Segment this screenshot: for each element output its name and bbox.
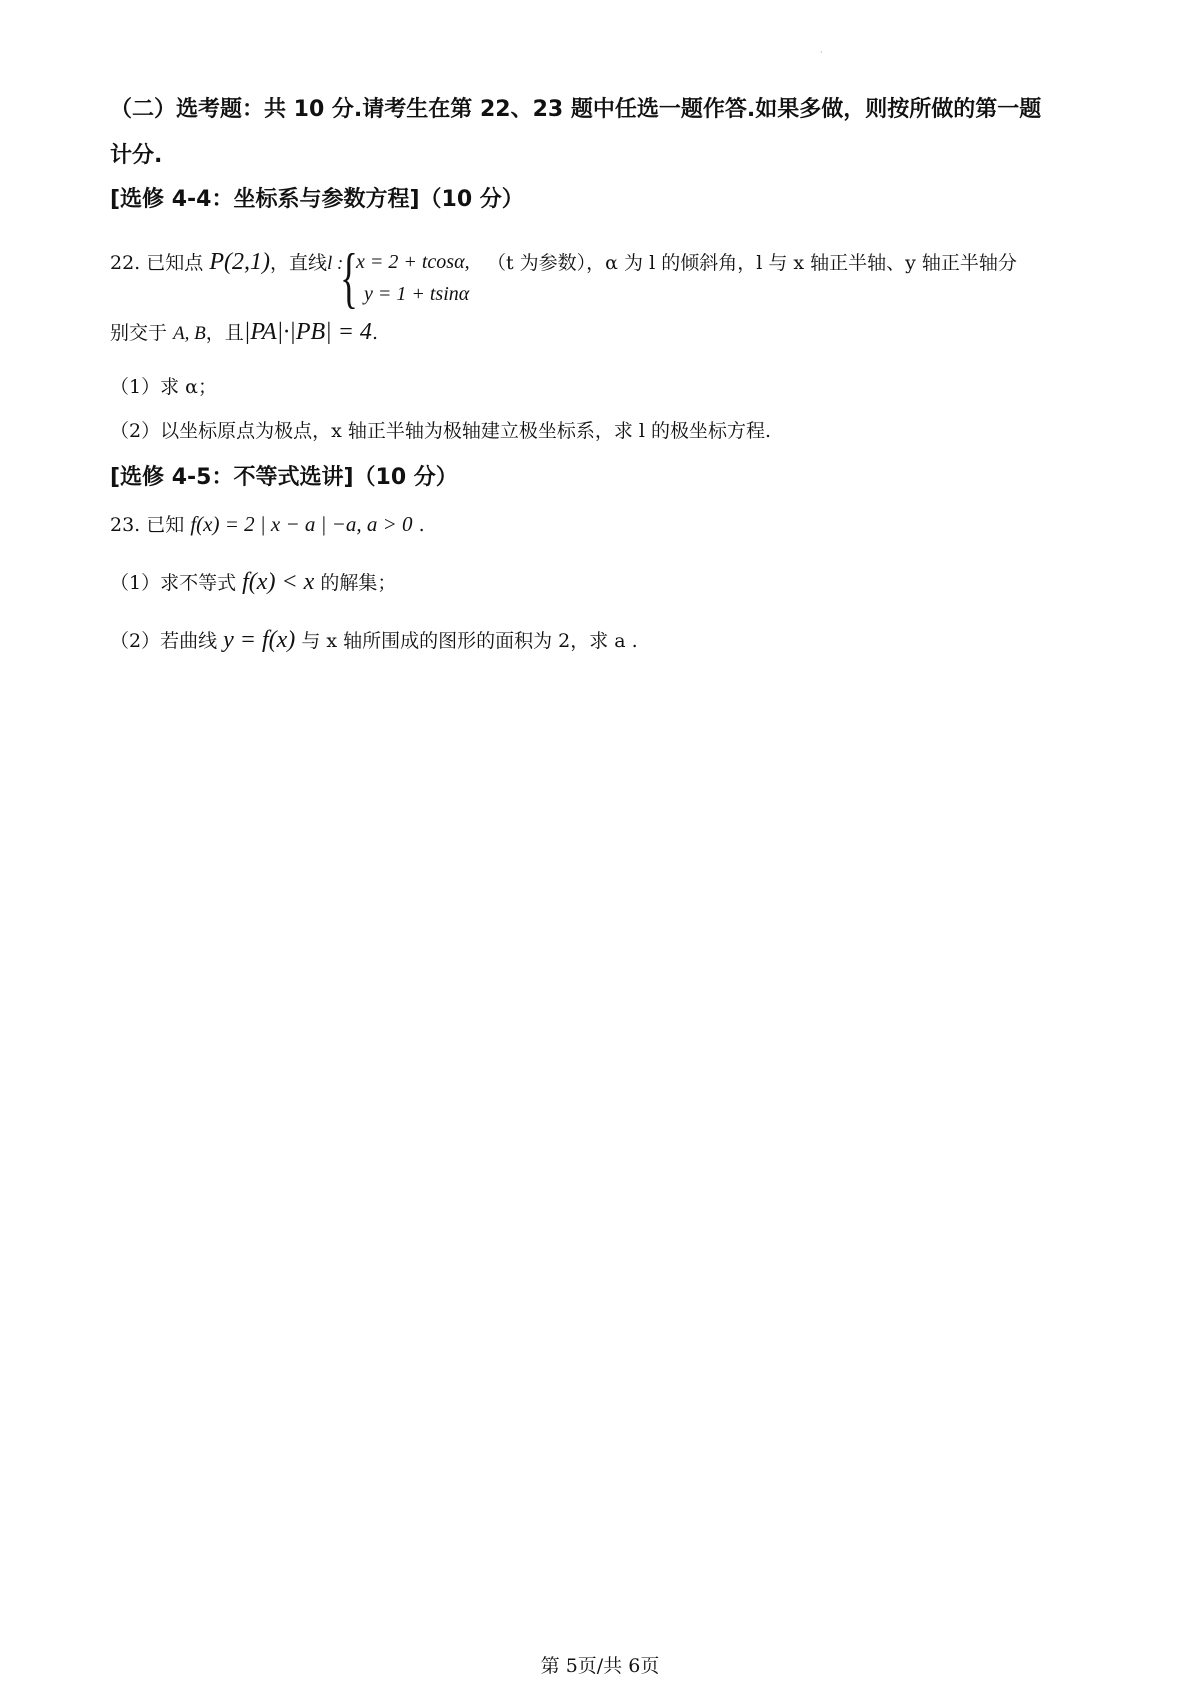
q22-part2: （2）以坐标原点为极点，x 轴正半轴为极轴建立极坐标系，求 l 的极坐标方程. — [110, 420, 772, 442]
q23-text-end: . — [418, 514, 425, 536]
q23-part1-a: （1）求不等式 — [110, 572, 237, 594]
q22-text-a: 已知点 — [146, 252, 204, 274]
section-header-line2: 计分. — [110, 143, 163, 168]
q23-part2 — [110, 626, 638, 654]
q23-part1-math: f(x) < x — [242, 569, 315, 595]
q22-eq1: x = 2 + tcosα, — [356, 251, 470, 273]
q23-part2-b: 与 x 轴所围成的图形的面积为 2，求 a . — [301, 630, 638, 652]
elective-45-heading: [选修 4-5：不等式选讲]（10 分） — [110, 465, 458, 490]
q22-line2-end: . — [371, 322, 378, 344]
q23-text-a: 已知 — [146, 514, 185, 536]
page-footer: 第 5页/共 6页 — [540, 1655, 660, 1677]
q23-part2-math: y = f(x) — [223, 627, 296, 653]
q22-eq2: y = 1 + tsinα — [364, 283, 470, 305]
q22-line-name: l : — [327, 253, 344, 274]
q22-condition: |PA|·|PB| = 4 — [243, 319, 372, 345]
q22-text-b: ，直线 — [269, 252, 327, 274]
q22-line2 — [110, 318, 378, 346]
q22-number: 22. — [110, 252, 141, 274]
system-brace: { — [340, 239, 358, 315]
q23-line1 — [110, 510, 425, 537]
q22-text-c: （t 为参数），α 为 l 的倾斜角，l 与 x 轴正半轴、y 轴正半轴分 — [487, 252, 1017, 274]
q23-part1 — [110, 568, 396, 596]
q22-line2-a: 别交于 — [110, 322, 168, 344]
q23-part2-a: （2）若曲线 — [110, 630, 218, 652]
section-header-line1: （二）选考题：共 10 分.请考生在第 22、23 题中任选一题作答.如果多做，则按所做的第一题 — [110, 97, 1042, 122]
top-mark: · — [820, 48, 823, 57]
q23-number: 23. — [110, 514, 141, 536]
elective-44-heading: [选修 4-4：坐标系与参数方程]（10 分） — [110, 187, 524, 212]
q22-line1 — [110, 248, 343, 276]
q22-ab: A, B — [173, 323, 206, 344]
q22-line2-b: ，且 — [205, 322, 244, 344]
q23-part1-b: 的解集； — [320, 572, 397, 594]
q23-func: f(x) = 2 | x − a | −a, a > 0 — [190, 512, 413, 536]
q22-part1: （1）求 α； — [110, 376, 217, 398]
q22-point: P(2,1) — [209, 249, 270, 275]
parametric-system — [356, 246, 470, 310]
